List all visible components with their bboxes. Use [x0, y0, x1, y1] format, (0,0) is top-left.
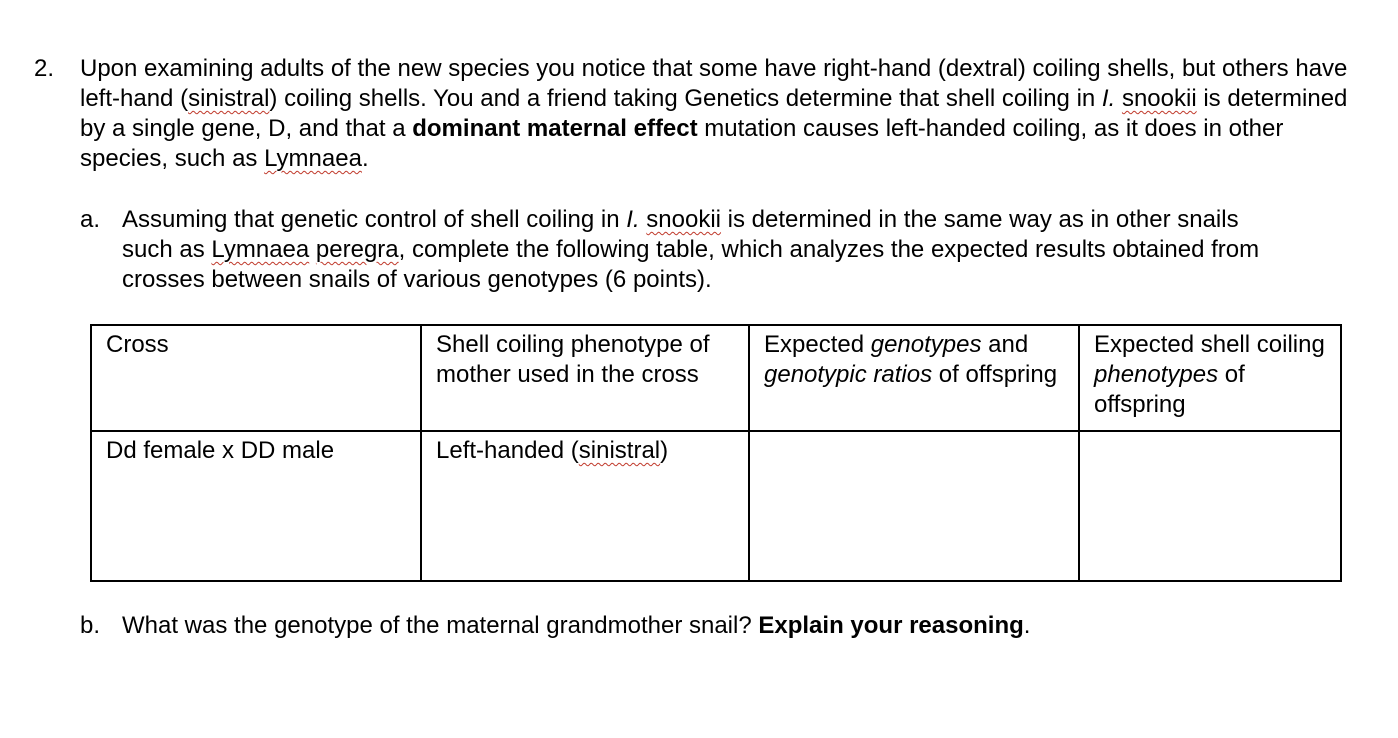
- header-expected-phenotypes: Expected shell coiling phenotypes of offspring: [1079, 325, 1341, 431]
- cell-expected-genotypes[interactable]: [749, 431, 1079, 581]
- question-number: 2.: [34, 55, 55, 82]
- spellcheck-word: peregra: [315, 236, 399, 263]
- spellcheck-word: snookii: [1121, 85, 1197, 112]
- header-expected-genotypes: Expected genotypes and genotypic ratios of offspring: [749, 325, 1079, 431]
- part-b-text: What was the genotype of the maternal grandmother snail? Explain your reasoning.: [122, 612, 1031, 639]
- table-header-row: [91, 325, 1341, 431]
- spellcheck-word: sinistral: [578, 437, 661, 464]
- cell-mother-phenotype: Left-handed (sinistral): [421, 431, 749, 581]
- spellcheck-word: Lymnaea: [264, 145, 362, 172]
- header-mother-phenotype: Shell coiling phenotype of mother used in the cross: [421, 325, 749, 431]
- question-2-text: Upon examining adults of the new species you notice that some have right-hand (dextral) coiling shells, but others have left-hand (sinistral) coiling shells. You and a friend taking Genetics determine that shell coiling in I. snookii is determined by a single gene, D, and that a dominant maternal effect mutation causes left-handed coiling, as it does in other species, such as Lymnaea.: [80, 55, 1348, 172]
- spellcheck-word: sinistral: [188, 85, 270, 112]
- part-a-label: a.: [80, 206, 101, 233]
- cell-cross: Dd female x DD male: [91, 431, 421, 581]
- cell-expected-phenotypes[interactable]: [1079, 431, 1341, 581]
- part-b-label: b.: [80, 612, 101, 639]
- bold-phrase: dominant maternal effect: [412, 115, 698, 142]
- bold-phrase: Explain your reasoning: [758, 612, 1024, 639]
- crosses-table: [90, 324, 1342, 582]
- table-row: [91, 431, 1341, 581]
- part-a-text: Assuming that genetic control of shell coiling in I. snookii is determined in the same way as in other snails such as Lymnaea peregra, complete the following table, which analyzes the expected results obtained from crosses between snails of various genotypes (6 points).: [122, 206, 1260, 293]
- spellcheck-word: Lymnaea: [211, 236, 310, 263]
- header-cross: Cross: [91, 325, 421, 431]
- spellcheck-word: snookii: [646, 206, 722, 233]
